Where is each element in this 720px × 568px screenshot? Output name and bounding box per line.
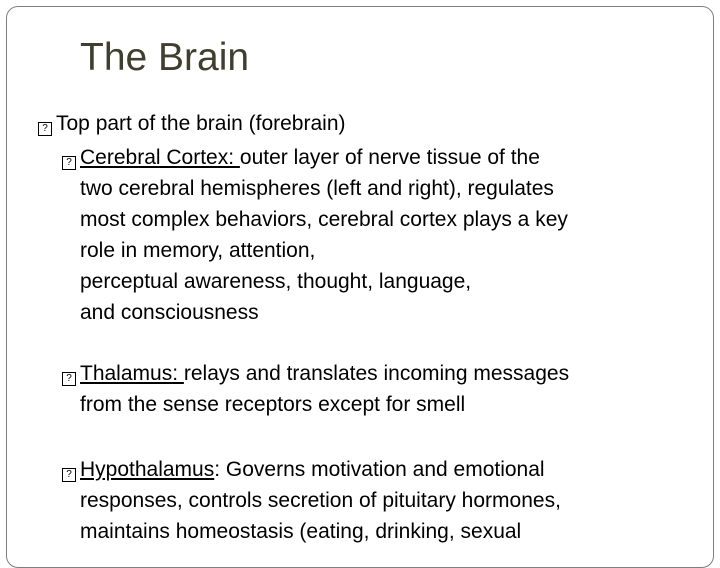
hypothalamus-line-2: responses, controls secretion of pituitary hormones, [80, 489, 561, 512]
bullet-forebrain-text: Top part of the brain (forebrain) [56, 112, 346, 135]
cortex-line-3: most complex behaviors, cerebral cortex plays a key [80, 208, 568, 231]
cortex-line-4: role in memory, attention, [80, 239, 316, 262]
hypothalamus-line-3: maintains homeostasis (eating, drinking, sexual [80, 520, 522, 543]
bullet-marker-icon: ? [38, 122, 52, 136]
thalamus-text-1: relays and translates incoming messages [183, 362, 570, 385]
bullet-marker-icon: ? [62, 372, 76, 386]
cortex-line-5: perceptual awareness, thought, language, [80, 270, 472, 293]
cortex-line-2: two cerebral hemispheres (left and right), regulates [80, 177, 554, 200]
bullet-hypothalamus [62, 454, 702, 547]
bullet-forebrain [38, 110, 346, 137]
bullet-cerebral-cortex [62, 142, 702, 328]
cortex-text-1: outer layer of nerve tissue of the [239, 146, 540, 169]
thalamus-term: Thalamus: [80, 362, 184, 385]
thalamus-line-1 [62, 358, 702, 389]
bullet-marker-icon: ? [62, 468, 76, 482]
bullet-thalamus [62, 358, 702, 420]
hypothalamus-text-1: : Governs motivation and emotional [214, 458, 545, 481]
bullet-marker-icon: ? [62, 156, 76, 170]
thalamus-line-2: from the sense receptors except for smell [80, 393, 466, 416]
cortex-term: Cerebral Cortex: [80, 146, 240, 169]
slide-title: The Brain [80, 36, 250, 79]
cortex-line-6: and consciousness [80, 301, 259, 324]
cortex-line-1 [62, 142, 702, 173]
hypothalamus-term: Hypothalamus [80, 458, 215, 481]
hypothalamus-line-1 [62, 454, 702, 485]
